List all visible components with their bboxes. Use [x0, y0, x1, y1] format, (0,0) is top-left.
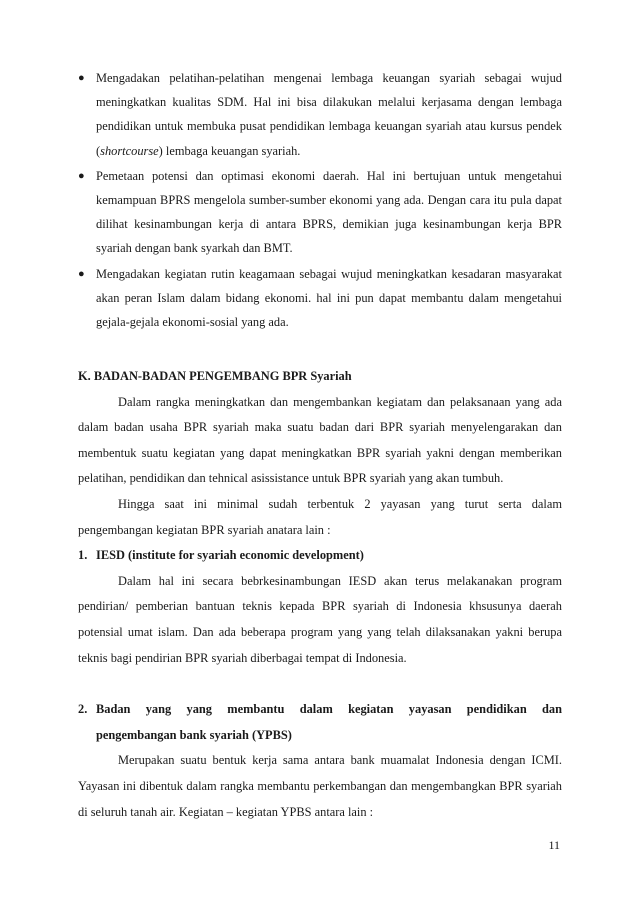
page-number: 11: [548, 838, 560, 852]
section-paragraph: Merupakan suatu bentuk kerja sama antara bank muamalat Indonesia dengan ICMI. Yayasan ini dibentuk dalam rangka membantu perkembangan dan mengembangkan BPR syariah di seluruh tanah air. Kegiatan – kegiatan YPBS antara lain :: [78, 753, 562, 819]
bullet-text: Mengadakan pelatihan-pelatihan mengenai lembaga keuangan syariah sebagai wujud meningkatkan kualitas SDM. Hal ini bisa dilakukan melalui kerjasama dengan lembaga pendidikan untuk membuka pusat pendidikan lembaga keuangan syariah atau kursus pendek (shortcourse) lembaga keuangan syariah.: [96, 71, 562, 158]
heading-title: Badan yang yang membantu dalam kegiatan yayasan pendidikan dan: [96, 702, 562, 717]
heading-number: 1.: [78, 548, 88, 563]
bullet-item: [78, 66, 562, 163]
section-heading: K. BADAN-BADAN PENGEMBANG BPR Syariah: [78, 369, 352, 383]
bullet-list: [78, 66, 562, 335]
heading-title: IESD (institute for syariah economic development): [96, 548, 364, 563]
numbered-heading: [78, 697, 562, 748]
italic-term: shortcourse: [100, 143, 159, 158]
section-k: [78, 364, 562, 825]
heading-number: 2.: [78, 702, 88, 717]
heading-title-block: [96, 697, 562, 748]
section-paragraph: Dalam hal ini secara bebrkesinambungan IESD akan terus melakanakan program pendirian/ pemberian bantuan teknis kepada BPR syariah di Indonesia khsusunya daerah potensial umat islam. Dan ada beberapa program yang yang telah dilaksanakan yakni berupa teknis bagi pendirian BPR syariah diberbagai tempat di Indonesia.: [78, 573, 562, 665]
bullet-dot-icon: ●: [78, 72, 85, 84]
section-paragraph: Dalam rangka meningkatkan dan mengembankan kegiatam dan pelaksanaan yang ada dalam badan usaha BPR syariah maka suatu badan dari BPR syariah menyelengarakan dan membentuk suatu kegiatan yang dapat meningkatkan BPR syariah yakni dengan memberikan pelatihan, pendidikan dan tehnical asissistance untuk BPR syariah yang akan tumbuh.: [78, 394, 562, 486]
bullet-dot-icon: ●: [78, 267, 85, 280]
bullet-text: Mengadakan kegiatan rutin keagamaan sebagai wujud meningkatkan kesadaran masyarakat akan peran Islam dalam bidang ekonomi. hal ini pun dapat membantu dalam mengetahui gejala-gejala ekonomi-sosial yang ada.: [96, 266, 562, 330]
bullet-item: [78, 262, 562, 335]
bullet-dot-icon: ●: [78, 169, 85, 182]
section-paragraph: Hingga saat ini minimal sudah terbentuk 2 yayasan yang turut serta dalam pengembangan kegiatan BPR syariah anatara lain :: [78, 496, 562, 537]
bullet-text: Pemetaan potensi dan optimasi ekonomi daerah. Hal ini bertujuan untuk mengetahui kemampuan BPRS mengelola sumber-sumber ekonomi yang ada. Dengan cara itu pula dapat dilihat kesinambungan kerja di antara BPRS, demikian juga kesinambungan kerja BPR syariah dengan bank syarkah dan BMT.: [96, 168, 562, 256]
numbered-heading: [78, 543, 562, 569]
heading-title: pengembangan bank syariah (YPBS): [96, 727, 292, 742]
bullet-item: [78, 164, 562, 261]
